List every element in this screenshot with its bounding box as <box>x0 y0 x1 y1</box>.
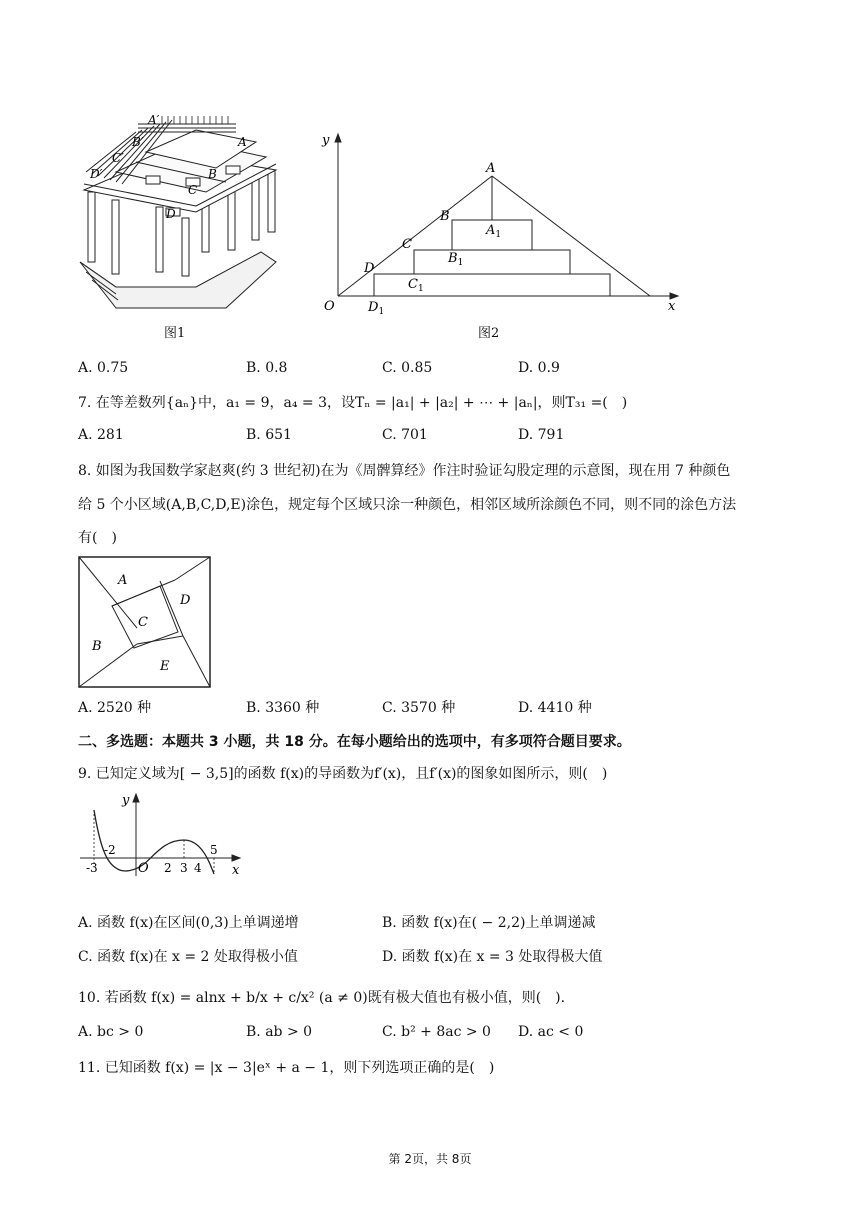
q7-option-b[interactable]: B. 651 <box>246 427 292 443</box>
fig2-d-label: D <box>364 261 375 276</box>
q7-option-c[interactable]: C. 701 <box>382 427 428 443</box>
q9-option-a[interactable]: A. 函数 f(x)在区间(0,3)上单调递增 <box>78 915 299 931</box>
figure-1-caption: 图1 <box>164 326 186 341</box>
q8-region-c-label: C <box>138 615 148 630</box>
fig2-b-label: B <box>440 209 450 224</box>
q8-region-a-label: A <box>118 573 128 588</box>
fig2-a1-label: $A_1$ <box>486 223 502 240</box>
q6-option-d[interactable]: D. 0.9 <box>518 360 560 376</box>
q7-stem: 7. 在等差数列{aₙ}中，a₁ = 9，a₄ = 3，设Tₙ = |a₁| + |a₂| + ⋯ + |aₙ|，则T₃₁ =( ) <box>78 395 628 411</box>
q9-stem: 9. 已知定义域为[ − 3,5]的函数 f(x)的导函数为f′(x)，且f′(x)的图象如图所示，则( ) <box>78 766 608 782</box>
section-2-heading: 二、多选题：本题共 3 小题，共 18 分。在每小题给出的选项中，有多项符合题目要求。 <box>78 734 631 750</box>
q9-tick-minus-2: -2 <box>104 843 116 857</box>
fig2-a-label: A <box>486 161 496 176</box>
q9-option-c[interactable]: C. 函数 f(x)在 x = 2 处取得极小值 <box>78 949 298 965</box>
q10-option-b[interactable]: B. ab > 0 <box>246 1024 313 1040</box>
q7-option-d[interactable]: D. 791 <box>518 427 565 443</box>
q9-tick-3: 3 <box>180 861 188 875</box>
fig2-c1-label: $C_1$ <box>408 277 424 294</box>
q8-option-a[interactable]: A. 2520 种 <box>78 700 152 716</box>
q8-option-c[interactable]: C. 3570 种 <box>382 700 456 716</box>
q6-option-a[interactable]: A. 0.75 <box>78 360 129 376</box>
fig2-b1-label: $B_1$ <box>448 251 464 268</box>
fig1-label-d-prime: D′ <box>90 167 103 181</box>
fig1-label-d: D <box>166 207 176 221</box>
q9-option-b[interactable]: B. 函数 f(x)在( − 2,2)上单调递减 <box>382 915 596 931</box>
q10-option-c[interactable]: C. b² + 8ac > 0 <box>382 1024 491 1040</box>
q9-derivative-graph <box>78 788 242 880</box>
q9-tick-2: 2 <box>164 861 172 875</box>
figure-2-diagram <box>318 128 688 318</box>
q8-zhao-shuang-diagram <box>78 556 212 690</box>
q7-option-a[interactable]: A. 281 <box>78 427 124 443</box>
q8-region-e-label: E <box>160 659 170 674</box>
q9-origin-label: O <box>138 861 149 876</box>
q8-region-b-label: B <box>92 639 102 654</box>
q9-x-label: x <box>232 863 240 878</box>
q6-option-b[interactable]: B. 0.8 <box>246 360 288 376</box>
q9-option-d[interactable]: D. 函数 f(x)在 x = 3 处取得极大值 <box>382 949 603 965</box>
q8-stem-line-1: 8. 如图为我国数学家赵爽(约 3 世纪初)在为《周髀算经》作注时验证勾股定理的示意图，现在用 7 种颜色 <box>78 463 731 479</box>
q8-stem-line-3: 有( ) <box>78 530 117 546</box>
fig1-label-c-prime: C′ <box>112 151 124 165</box>
figure-2-caption: 图2 <box>478 326 500 341</box>
fig2-c-label: C <box>402 237 412 252</box>
q6-option-c[interactable]: C. 0.85 <box>382 360 433 376</box>
fig1-label-b-prime: B′ <box>132 135 144 149</box>
page-footer: 第 2页，共 8页 <box>388 1152 472 1166</box>
q10-option-a[interactable]: A. bc > 0 <box>78 1024 144 1040</box>
fig1-label-a: A <box>238 135 247 149</box>
q8-stem-line-2: 给 5 个小区域(A,B,C,D,E)涂色，规定每个区域只涂一种颜色，相邻区域所涂颜色不同，则不同的涂色方法 <box>78 497 737 513</box>
q9-tick-5: 5 <box>210 843 218 857</box>
fig1-label-b: B <box>208 167 217 181</box>
q8-option-d[interactable]: D. 4410 种 <box>518 700 592 716</box>
fig2-origin-label: O <box>324 299 335 314</box>
q10-stem: 10. 若函数 f(x) = alnx + b/x + c/x² (a ≠ 0)既有极大值也有极小值，则( ). <box>78 990 566 1006</box>
fig2-y-label: y <box>322 133 330 148</box>
fig1-label-c: C <box>188 183 198 197</box>
q11-stem: 11. 已知函数 f(x) = |x − 3|eˣ + a − 1，则下列选项正确的是( ) <box>78 1060 495 1076</box>
q9-tick-minus-3: -3 <box>86 861 98 875</box>
fig2-x-label: x <box>668 299 676 314</box>
q9-tick-4: 4 <box>194 861 202 875</box>
q8-option-b[interactable]: B. 3360 种 <box>246 700 320 716</box>
fig1-label-a-prime: A′ <box>148 113 160 127</box>
fig2-d1-label: $D_1$ <box>368 300 385 317</box>
figure-1-building <box>76 112 306 312</box>
q10-option-d[interactable]: D. ac < 0 <box>518 1024 584 1040</box>
q8-region-d-label: D <box>180 593 191 608</box>
q9-y-label: y <box>122 793 130 808</box>
